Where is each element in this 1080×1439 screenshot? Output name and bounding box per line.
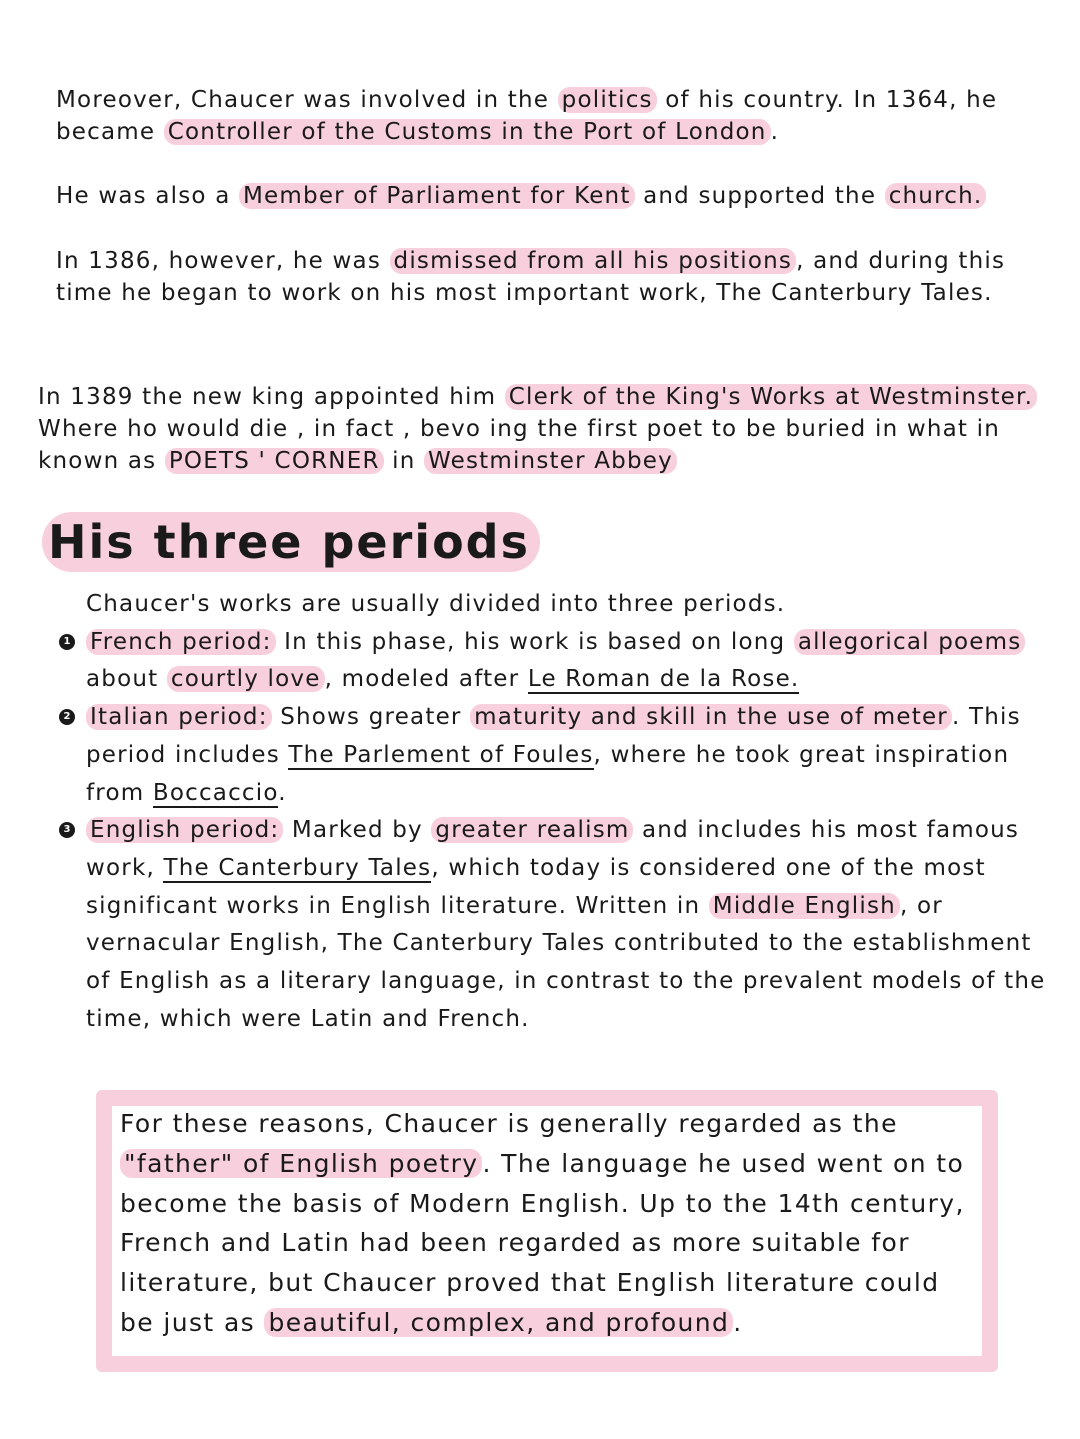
highlight-greater-realism: greater realism (431, 817, 633, 843)
highlight-clerk: Clerk of the King's Works at Westminster. (505, 384, 1037, 410)
text: For these reasons, Chaucer is generally regarded as the (120, 1109, 898, 1138)
highlight-father-of-english-poetry: "father" of English poetry (120, 1149, 482, 1178)
text: Where ho would die , in fact , bevo ing the first poet to be buried in what in known as (38, 416, 1001, 474)
period-label: Italian period: (86, 704, 272, 730)
text: , and during this time he began to work on his most important work, The Canterbury Tales. (56, 248, 1006, 306)
text: In 1389 the new king appointed him (38, 384, 505, 410)
highlight-maturity: maturity and skill in the use of meter (470, 704, 952, 730)
text: . The language he used went on to become the basis of Modern English. Up to the 14th century, French and Latin had been regarded as more suitable for literature, but Chaucer proved that English literature could be just as (120, 1148, 965, 1337)
text: . (770, 119, 780, 145)
highlight-allegorical-poems: allegorical poems (794, 629, 1026, 655)
periods-intro: Chaucer's works are usually divided into three periods. (86, 591, 786, 617)
period-label: French period: (86, 629, 276, 655)
paragraph-politics (56, 84, 1056, 148)
highlight-member-of-parliament: Member of Parliament for Kent (239, 183, 635, 209)
text: , or vernacular English, The Canterbury Tales contributed to the establishment of English as a literary language, in contrast to the prevalent models of the time, which were Latin and French. (86, 892, 1046, 1032)
highlight-dismissed: dismissed from all his positions (390, 248, 797, 274)
paragraph-parliament (56, 180, 1056, 212)
underline-canterbury-tales: The Canterbury Tales (163, 854, 432, 881)
underline-roman-de-la-rose: Le Roman de la Rose. (527, 666, 800, 693)
period-label: English period: (86, 817, 283, 843)
text: in (383, 448, 425, 474)
underline-boccaccio: Boccaccio (152, 779, 279, 806)
periods-section (63, 586, 1056, 1038)
number-badge: 3 (59, 822, 75, 838)
number-badge: 2 (59, 709, 75, 725)
text: . (278, 779, 287, 806)
text: , modeled after (324, 666, 528, 693)
text: , which today is considered one of the most significant works in English literature. Written in (86, 854, 986, 919)
text: and includes his most famous work, (86, 817, 1020, 881)
paragraph-dismissed (56, 245, 1016, 309)
highlight-middle-english: Middle English (709, 893, 900, 919)
text: He was also a (56, 183, 240, 209)
highlight-westminster-abbey: Westminster Abbey (424, 448, 677, 474)
text: . This period includes (86, 704, 1021, 768)
underline-parlement-of-foules: The Parlement of Foules (288, 741, 594, 768)
highlight-courtly-love: courtly love (167, 666, 325, 692)
period-item-english (63, 812, 1056, 1038)
paragraph-clerk (38, 381, 1068, 477)
highlight-church: church. (885, 183, 987, 209)
text: , where he took great inspiration from (86, 741, 1010, 806)
text: Shows greater (271, 704, 471, 731)
summary-box-text (120, 1104, 980, 1343)
text: Marked by (283, 817, 432, 844)
highlight-poets-corner: POETS ' CORNER (165, 448, 384, 474)
highlight-politics: politics (558, 87, 657, 113)
text: Moreover, Chaucer was involved in the (56, 87, 558, 113)
section-heading: His three periods (42, 512, 540, 572)
text: . (733, 1307, 743, 1337)
highlight-controller: Controller of the Customs in the Port of London (164, 119, 771, 145)
period-item-french (63, 624, 1056, 699)
text: of his country. In 1364, he became (56, 87, 998, 145)
text: about (86, 666, 167, 693)
text: and supported the (634, 183, 885, 209)
text: In 1386, however, he was (56, 248, 390, 274)
number-badge: 1 (59, 634, 75, 650)
text: In this phase, his work is based on long (275, 628, 794, 655)
highlight-beautiful-complex-profound: beautiful, complex, and profound (264, 1308, 733, 1337)
period-item-italian (63, 699, 1056, 812)
